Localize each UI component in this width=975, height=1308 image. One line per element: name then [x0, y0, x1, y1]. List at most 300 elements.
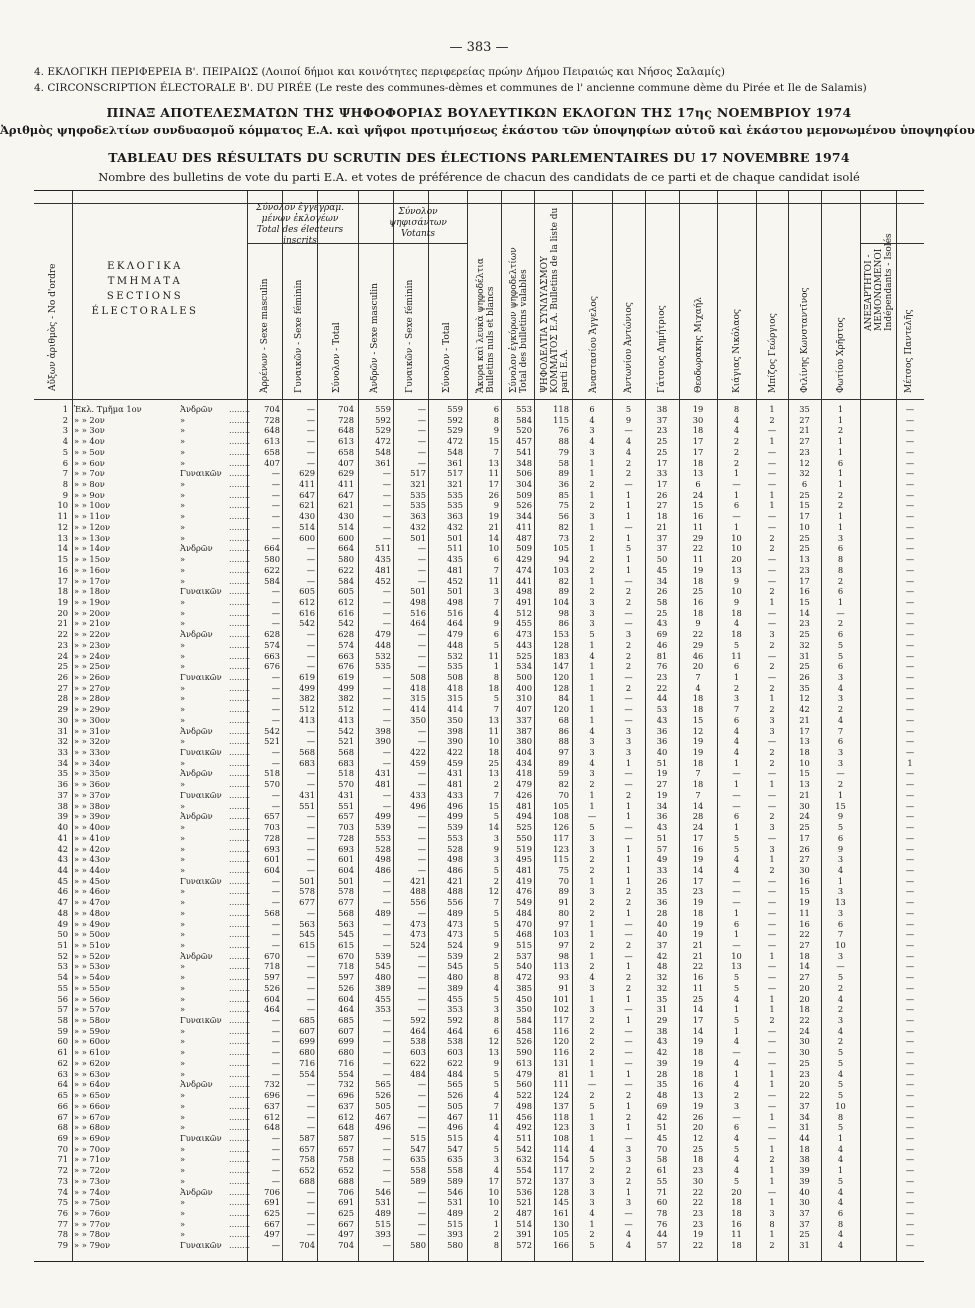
voted-total: 432 [447, 521, 463, 532]
candidate-5-votes: 5 [733, 1175, 740, 1186]
table-row [34, 693, 924, 703]
party-ballots: 124 [553, 1090, 569, 1101]
registered-total: 704 [338, 1240, 354, 1251]
party-ballots: 123 [553, 843, 569, 854]
valid-ballots: 484 [516, 907, 532, 918]
section-name: » » 46ον [74, 886, 111, 897]
section-name: » » 8ον [74, 479, 105, 490]
independent-1-votes: — [905, 950, 915, 961]
candidate-2-votes: 2 [625, 982, 632, 993]
candidate-5-votes: 4 [733, 854, 740, 865]
registered-total: 604 [338, 864, 354, 875]
candidate-5-votes: 16 [731, 1218, 742, 1229]
candidate-8-votes: 5 [837, 1090, 844, 1101]
candidate-7-votes: 27 [799, 972, 810, 983]
candidate-5-votes: 20 [731, 554, 742, 565]
candidate-5-votes: 2 [733, 436, 740, 447]
candidate-7-votes: 10 [799, 521, 810, 532]
candidate-8-votes: 4 [837, 1143, 844, 1154]
registered-female: — [306, 1208, 315, 1218]
valid-ballots: 525 [516, 650, 532, 661]
leader-dots: ........ [229, 854, 251, 865]
candidate-6-votes: 3 [769, 822, 775, 833]
valid-ballots: 584 [516, 1015, 532, 1026]
candidate-4-votes: 18 [692, 575, 704, 586]
candidate-7-votes: 27 [799, 436, 810, 447]
candidate-3-votes: 55 [656, 1175, 668, 1186]
section-name: » » 36ον [74, 779, 111, 790]
section-gender: » [180, 843, 186, 854]
void-ballots: 3 [493, 854, 499, 865]
row-number: 42 [57, 843, 68, 854]
section-gender: » [180, 736, 186, 747]
candidate-7-votes: 27 [799, 940, 810, 950]
void-ballots: 19 [488, 511, 499, 522]
candidate-4-votes: 22 [692, 1240, 704, 1251]
valid-ballots: 514 [516, 1218, 532, 1229]
section-gender: » [180, 1100, 186, 1111]
independent-1-votes: — [905, 800, 915, 811]
table-row [34, 1015, 924, 1025]
voted-female: 535 [410, 489, 426, 500]
candidate-7-votes: 30 [799, 864, 810, 875]
leader-dots: ........ [229, 1100, 251, 1111]
table-row [34, 597, 924, 607]
voted-total: 635 [447, 1154, 463, 1165]
voted-total: 524 [447, 940, 463, 950]
candidate-2-votes: 1 [625, 511, 632, 522]
void-ballots: 10 [488, 1186, 499, 1197]
candidate-5-votes: 5 [733, 1015, 740, 1026]
independent-1-votes: — [905, 1240, 915, 1251]
voted-female: 414 [410, 704, 426, 715]
void-ballots: 13 [488, 768, 499, 779]
registered-male: 521 [264, 736, 280, 747]
candidate-7-votes: 23 [799, 564, 810, 575]
candidate-7-votes: 32 [799, 639, 810, 650]
candidate-8-votes: — [836, 607, 845, 618]
candidate-4-votes: 18 [692, 907, 704, 918]
candidate-6-votes: — [767, 1100, 777, 1111]
row-number: 29 [57, 704, 68, 715]
table-row [34, 886, 924, 896]
voted-male: 531 [375, 1197, 391, 1208]
registered-male: 568 [264, 907, 280, 918]
row-number: 54 [57, 972, 68, 983]
candidate-1-votes: 5 [589, 822, 595, 833]
candidate-7-votes: 37 [799, 1208, 810, 1218]
candidate-6-votes: — [767, 554, 777, 565]
candidate-5-votes: 4 [733, 1057, 740, 1068]
voted-female: — [417, 1186, 426, 1197]
leader-dots: ........ [229, 543, 251, 554]
void-ballots: 2 [493, 779, 499, 790]
candidate-6-votes: 1 [769, 779, 775, 790]
candidate-5-votes: 5 [733, 843, 740, 854]
candidate-2-votes: 1 [625, 961, 632, 972]
voted-male: — [382, 521, 391, 532]
candidate-2-votes: 1 [625, 800, 632, 811]
voted-male: — [382, 1068, 391, 1079]
candidate-6-votes: 2 [769, 543, 775, 554]
row-number: 14 [57, 543, 68, 554]
voted-male: — [382, 1154, 391, 1165]
independent-1-votes: — [905, 511, 915, 522]
voted-female: — [417, 650, 426, 661]
void-ballots: 2 [493, 875, 499, 886]
table-row [34, 1090, 924, 1100]
void-ballots: 11 [488, 1111, 499, 1122]
void-ballots: 5 [493, 811, 499, 822]
row-number: 57 [57, 1004, 68, 1015]
candidate-2-votes: 1 [625, 554, 632, 565]
candidate-3-votes: 36 [656, 725, 668, 736]
candidate-6-votes: — [767, 789, 777, 800]
independent-1-votes: — [905, 1143, 915, 1154]
independent-1-votes: 1 [907, 757, 913, 768]
candidate-3-votes: 51 [656, 1122, 668, 1133]
registered-female: — [306, 822, 315, 833]
section-name: » » 60ον [74, 1036, 111, 1047]
voted-female: — [417, 1111, 426, 1122]
header-voted-male: Ἀνδρῶν - Sexe masculin [370, 283, 380, 393]
valid-ballots: 560 [516, 1079, 532, 1090]
voted-female: — [417, 993, 426, 1004]
section-name: » » 25ον [74, 661, 111, 672]
candidate-2-votes: — [624, 1057, 633, 1068]
registered-total: 613 [338, 436, 354, 447]
candidate-3-votes: 40 [656, 918, 668, 929]
leader-dots: ........ [229, 725, 251, 736]
section-name: » » 37ον [74, 789, 111, 800]
header-top-rule [34, 203, 924, 204]
registered-male: 691 [264, 1197, 280, 1208]
registered-female: — [306, 768, 315, 779]
candidate-2-votes: 1 [625, 1186, 632, 1197]
section-gender: Γυναικῶν [180, 468, 222, 479]
candidate-2-votes: 1 [625, 1100, 632, 1111]
candidate-6-votes: — [767, 982, 777, 993]
candidate-5-votes: 4 [733, 1036, 740, 1047]
valid-ballots: 509 [516, 543, 532, 554]
section-gender: » [180, 897, 186, 908]
independent-1-votes: — [905, 897, 915, 908]
party-ballots: 102 [553, 1004, 569, 1015]
candidate-7-votes: 13 [799, 736, 810, 747]
table-row [34, 779, 924, 789]
valid-ballots: 550 [516, 832, 532, 843]
valid-ballots: 494 [516, 811, 532, 822]
party-ballots: 70 [558, 875, 569, 886]
section-name: » » 38ον [74, 800, 111, 811]
candidate-1-votes: 4 [589, 757, 595, 768]
candidate-6-votes: 2 [769, 864, 775, 875]
candidate-2-votes: 1 [625, 811, 632, 822]
candidate-4-votes: 14 [692, 1004, 704, 1015]
voted-female: — [417, 457, 426, 468]
section-gender: » [180, 436, 186, 447]
candidate-3-votes: 40 [656, 747, 668, 758]
candidate-3-votes: 37 [656, 940, 668, 950]
table-row [34, 951, 924, 961]
independent-1-votes: — [905, 1197, 915, 1208]
candidate-8-votes: 3 [837, 747, 844, 758]
registered-female: — [306, 629, 315, 640]
candidate-5-votes: 5 [733, 1143, 740, 1154]
candidate-2-votes: 3 [625, 1154, 632, 1165]
candidate-4-votes: 13 [692, 468, 704, 479]
row-number: 70 [57, 1143, 68, 1154]
candidate-8-votes: 2 [837, 618, 844, 629]
candidate-2-votes: — [624, 929, 633, 940]
candidate-7-votes: 25 [799, 532, 810, 543]
candidate-4-votes: 21 [692, 940, 704, 950]
independent-1-votes: — [905, 747, 915, 758]
leader-dots: ........ [229, 436, 251, 447]
section-gender: » [180, 714, 186, 725]
candidate-8-votes: 5 [837, 650, 844, 661]
candidate-4-votes: 25 [692, 586, 704, 597]
voted-female: — [417, 1218, 426, 1229]
registered-female: 621 [299, 500, 315, 511]
leader-dots: ........ [229, 747, 251, 758]
registered-total: 526 [338, 982, 354, 993]
table-row [34, 1240, 924, 1250]
candidate-3-votes: 34 [656, 800, 668, 811]
candidate-7-votes: 15 [799, 768, 810, 779]
candidate-2-votes: — [624, 1208, 633, 1218]
section-name: » » 2ον [74, 414, 105, 425]
row-number: 34 [57, 757, 68, 768]
section-gender: » [180, 414, 186, 425]
leader-dots: ........ [229, 489, 251, 500]
candidate-5-votes: 18 [731, 607, 742, 618]
candidate-1-votes: 2 [589, 1229, 595, 1240]
section-gender: » [180, 639, 186, 650]
candidate-3-votes: 53 [656, 704, 668, 715]
voted-male: — [382, 929, 391, 940]
candidate-3-votes: 42 [656, 950, 668, 961]
party-ballots: 115 [553, 414, 569, 425]
candidate-8-votes: 4 [837, 1068, 844, 1079]
region-heading-greek: 4. ΕΚΛΟΓΙΚΗ ΠΕΡΙΦΕΡΕΙΑ Β'. ΠΕΙΡΑΙΩΣ (Λοιποί δήμοι και κοινότητες περιφερείας πρώην Δήμου Πειραιώς και Νήσος Σαλαμίς) [34, 66, 726, 78]
candidate-2-votes: — [624, 618, 633, 629]
row-number: 49 [57, 918, 68, 929]
candidate-6-votes: 1 [769, 693, 775, 704]
registered-male: 663 [264, 650, 280, 661]
candidate-7-votes: 13 [799, 554, 810, 565]
candidate-3-votes: 57 [656, 843, 668, 854]
registered-male: 526 [264, 982, 280, 993]
candidate-7-votes: 17 [799, 725, 810, 736]
candidate-3-votes: 46 [656, 639, 668, 650]
registered-female: 616 [299, 607, 315, 618]
voted-total: 526 [447, 1090, 463, 1101]
valid-ballots: 458 [516, 1025, 532, 1036]
party-ballots: 68 [558, 714, 569, 725]
candidate-4-votes: 6 [695, 479, 701, 490]
candidate-5-votes: 7 [733, 704, 740, 715]
voted-female: 464 [410, 618, 426, 629]
registered-total: 680 [338, 1047, 354, 1058]
section-gender: » [180, 1122, 186, 1133]
candidate-8-votes: 15 [835, 800, 846, 811]
party-ballots: 118 [553, 1111, 569, 1122]
region-heading-french: 4. CIRCONSCRIPTION ÉLECTORALE B'. DU PIRÉE (Le reste des communes-dèmes et communes de l' ancienne commune dème du Pirée et Ile de Salamis) [34, 82, 867, 94]
voted-male: — [382, 800, 391, 811]
candidate-7-votes: 16 [799, 918, 810, 929]
row-number: 62 [57, 1057, 68, 1068]
leader-dots: ........ [229, 918, 251, 929]
registered-female: — [306, 661, 315, 672]
leader-dots: ........ [229, 661, 251, 672]
registered-male: — [271, 918, 280, 929]
row-number: 11 [57, 511, 68, 522]
section-name: » » 59ον [74, 1025, 111, 1036]
voted-male: — [382, 500, 391, 511]
leader-dots: ........ [229, 521, 251, 532]
candidate-3-votes: 22 [656, 682, 668, 693]
voted-male: 528 [375, 843, 391, 854]
leader-dots: ........ [229, 596, 251, 607]
registered-total: 574 [338, 639, 354, 650]
valid-ballots: 434 [516, 757, 532, 768]
candidate-7-votes: 25 [799, 489, 810, 500]
registered-male: — [271, 500, 280, 511]
section-gender: Γυναικῶν [180, 586, 222, 597]
leader-dots: ........ [229, 704, 251, 715]
voted-total: 473 [447, 929, 463, 940]
registered-male: — [271, 714, 280, 725]
candidate-3-votes: 34 [656, 575, 668, 586]
leader-dots: ........ [229, 875, 251, 886]
registered-female: — [306, 564, 315, 575]
candidate-6-votes: — [767, 940, 777, 950]
independent-1-votes: — [905, 1025, 915, 1036]
candidate-2-votes: 2 [625, 468, 632, 479]
party-ballots: 85 [558, 489, 569, 500]
candidate-1-votes: 1 [589, 543, 595, 554]
candidate-1-votes: 3 [589, 425, 595, 436]
candidate-6-votes: — [767, 1047, 777, 1058]
candidate-2-votes: 3 [625, 725, 632, 736]
candidate-8-votes: 2 [837, 1004, 844, 1015]
section-gender: » [180, 704, 186, 715]
candidate-4-votes: 20 [692, 661, 704, 672]
table-row [34, 661, 924, 671]
candidate-1-votes: 5 [589, 1100, 595, 1111]
voted-total: 431 [447, 768, 463, 779]
candidate-4-votes: 22 [692, 543, 704, 554]
candidate-6-votes: — [767, 961, 777, 972]
void-ballots: 5 [493, 1068, 499, 1079]
leader-dots: ........ [229, 1025, 251, 1036]
registered-total: 621 [338, 500, 354, 511]
registered-total: 570 [338, 779, 354, 790]
registered-total: 615 [338, 940, 354, 950]
voted-total: 315 [447, 693, 463, 704]
registered-male: — [271, 682, 280, 693]
candidate-7-votes: 26 [799, 843, 810, 854]
candidate-7-votes: 25 [799, 661, 810, 672]
void-ballots: 9 [493, 500, 499, 511]
row-number: 75 [57, 1197, 68, 1208]
registered-female: 600 [299, 532, 315, 543]
candidate-7-votes: 6 [801, 479, 808, 490]
voted-male: 496 [375, 1122, 391, 1133]
registered-total: 619 [338, 672, 354, 682]
voted-total: 498 [447, 596, 463, 607]
section-gender: » [180, 961, 186, 972]
independent-1-votes: — [905, 1079, 915, 1090]
section-gender: » [180, 618, 186, 629]
table-row [34, 468, 924, 478]
row-number: 77 [57, 1218, 68, 1229]
candidate-1-votes: 2 [589, 940, 595, 950]
section-name: » » 11ον [74, 511, 111, 522]
row-number: 23 [57, 639, 68, 650]
registered-total: 703 [338, 822, 354, 833]
registered-male: 628 [264, 629, 280, 640]
party-ballots: 75 [558, 864, 569, 875]
registered-total: 521 [338, 736, 354, 747]
candidate-4-votes: 12 [692, 725, 704, 736]
valid-ballots: 487 [516, 532, 532, 543]
candidate-3-votes: 51 [656, 757, 668, 768]
candidate-7-votes: 37 [799, 1218, 810, 1229]
valid-ballots: 495 [516, 854, 532, 865]
header-registered-male: Ἀρρένων - Sexe masculin [260, 278, 270, 393]
candidate-5-votes: 9 [733, 575, 740, 586]
registered-total: 629 [338, 468, 354, 479]
voted-female: 517 [410, 468, 426, 479]
voted-total: 589 [447, 1175, 463, 1186]
candidate-5-votes: 4 [733, 1154, 740, 1165]
candidate-7-votes: 18 [799, 1143, 810, 1154]
registered-male: — [271, 1057, 280, 1068]
candidate-1-votes: 4 [589, 725, 595, 736]
voted-total: 545 [447, 961, 463, 972]
party-ballots: 166 [553, 1240, 569, 1251]
row-number: 66 [57, 1100, 68, 1111]
row-number: 45 [57, 875, 68, 886]
leader-dots: ........ [229, 1068, 251, 1079]
registered-total: 728 [338, 414, 354, 425]
registered-total: 728 [338, 832, 354, 843]
candidate-5-votes: 6 [733, 714, 740, 725]
voted-male: 480 [375, 972, 391, 983]
table-row [34, 1165, 924, 1175]
table-row [34, 747, 924, 757]
void-ballots: 14 [488, 822, 499, 833]
section-name: » » 63ον [74, 1068, 111, 1079]
table-row [34, 715, 924, 725]
header-registered-group: Σύνολον ἐγγεγραμ. μένων ἐκλογέων Total des électeurs inscrits [255, 203, 345, 246]
voted-total: 515 [447, 1218, 463, 1229]
table-row [34, 543, 924, 553]
void-ballots: 5 [493, 993, 499, 1004]
leader-dots: ........ [229, 404, 251, 414]
party-ballots: 120 [553, 1036, 569, 1047]
valid-ballots: 407 [516, 704, 532, 715]
void-ballots: 9 [493, 940, 499, 950]
registered-male: — [271, 479, 280, 490]
candidate-6-votes: 2 [769, 747, 775, 758]
candidate-7-votes: 21 [799, 425, 810, 436]
leader-dots: ........ [229, 1240, 251, 1251]
candidate-4-votes: 19 [692, 1229, 704, 1240]
candidate-2-votes: 1 [625, 489, 632, 500]
